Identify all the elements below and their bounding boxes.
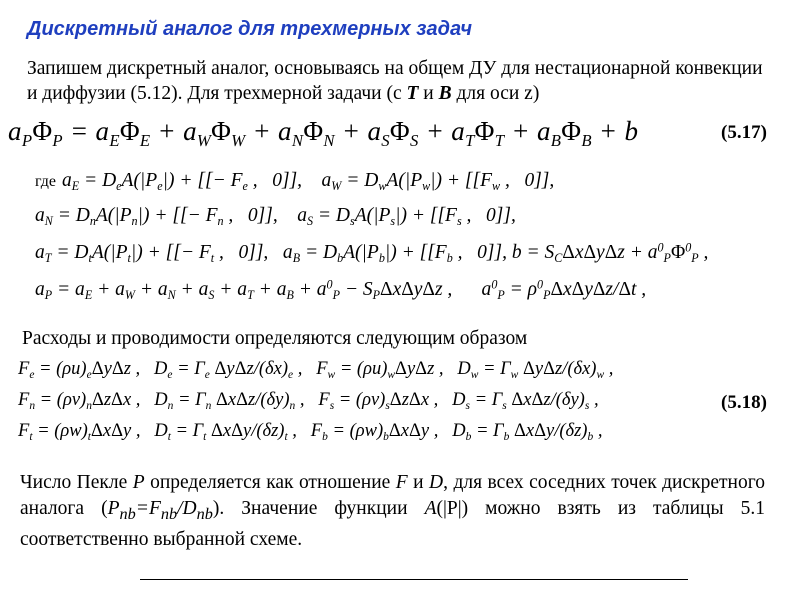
final-P: P [132,472,145,493]
intro-paragraph [27,56,772,106]
intro-text-1: Запишем дискретный аналог, основываясь на общем ДУ для нестационарной конвекции и диффузии (5.12). Для трехмерной задачи (с [27,58,763,104]
ratio-sub-3: nb [196,504,213,523]
final-text-6: можно взять из таблицы 5.1 соответственно выбранной схеме. [20,498,766,550]
page-title: Дискретный аналог для трехмерных задач [27,18,472,40]
equation-flux-row-1: $F_e = (\rho u)_e\Delta y\Delta z$ , $D_e = \Gamma_e$ ΔyΔz/$(\delta x)_e$ , $F_w = (\rho u)_w\Delta y\Delta z$ , $D_w = \Gamma_w$ ΔyΔz/$(\delta x)_w$ , [18,359,614,381]
final-text-5: ). Значение функции [212,498,425,519]
ratio-P: P [107,498,120,519]
equation-coef-row-4: $a_P = a_E + a_W + a_N + a_S + a_T + a_B + a^0_P - S_P\Delta x\Delta y\Delta z$ , $a^0_P = \rho^0_P\Delta x\Delta y\Delta z/\Delta t$ , [35,277,647,303]
intro-and: и [418,83,439,104]
equation-flux-row-2: $F_n = (\rho v)_n\Delta z\Delta x$ , $D_n = \Gamma_n$ ΔxΔz/$(\delta y)_n$ , $F_s = (\rho v)_s\Delta z\Delta x$ , $D_s = \Gamma_s$ ΔxΔz/$(\delta y)_s$ , [18,390,599,412]
ratio-eq: =F [135,498,161,519]
intro-T: T [406,83,419,104]
ratio-div: /D [177,498,197,519]
final-D: D [429,472,444,493]
equation-main: $a_P\Phi_P = a_E\Phi_E + a_W\Phi_W + a_N\Phi_N + a_S\Phi_S + a_T\Phi_T + a_B\Phi_B + b$ [8,116,639,150]
section-label: Расходы и проводимости определяются следующим образом [22,328,528,349]
final-text-3: и [407,472,430,493]
ratio-sub-2: nb [160,504,178,523]
equation-coef-row-1: где $a_E = D_eA(|P_e|)$ + [[− $F_e$ , 0]], $a_W = D_wA(|P_w|) + [[F_w$ , 0]], [35,170,555,194]
equation-number-5-18: (5.18) [721,392,767,413]
intro-B: B [438,83,452,104]
final-A: A [424,498,437,519]
equation-flux-row-3: $F_t = (\rho w)_t\Delta x\Delta y$ , $D_t = \Gamma_t$ ΔxΔy/$(\delta z)_t$ , $F_b = (\rho w)_b\Delta x\Delta y$ , $D_b = \Gamma_b$ ΔxΔy/$(\delta z)_b$ , [18,421,603,443]
final-absP: (|P|) [436,498,469,519]
equation-coef-row-3: $a_T = D_tA(|P_t|)$ + [[− $F_t$ , 0]], $a_B = D_bA(|P_b|) + [[F_b$ , 0]], $b = S_C\Delta x\Delta y\Delta z + a^0_P\Phi^0_P$ , [35,240,709,266]
bottom-rule [140,579,688,580]
final-paragraph [20,470,765,553]
where-label: где [35,173,57,190]
equation-coef-row-2: $a_N = D_nA(|P_n|)$ + [[− $F_n$ , 0]], $a_S = D_sA(|P_s|) + [[F_s$ , 0]], [35,205,516,229]
intro-text-2: для оси z) [451,83,540,104]
final-text-4: , для всех соседних точек дискретного аналога ( [20,472,765,519]
equation-number-5-17: (5.17) [721,122,767,143]
final-text-2: определяется как отношение [144,472,396,493]
peclet-ratio [107,498,213,523]
ratio-sub-1: nb [119,504,136,523]
final-text-1: Число Пекле [20,472,133,493]
final-F: F [395,472,408,493]
